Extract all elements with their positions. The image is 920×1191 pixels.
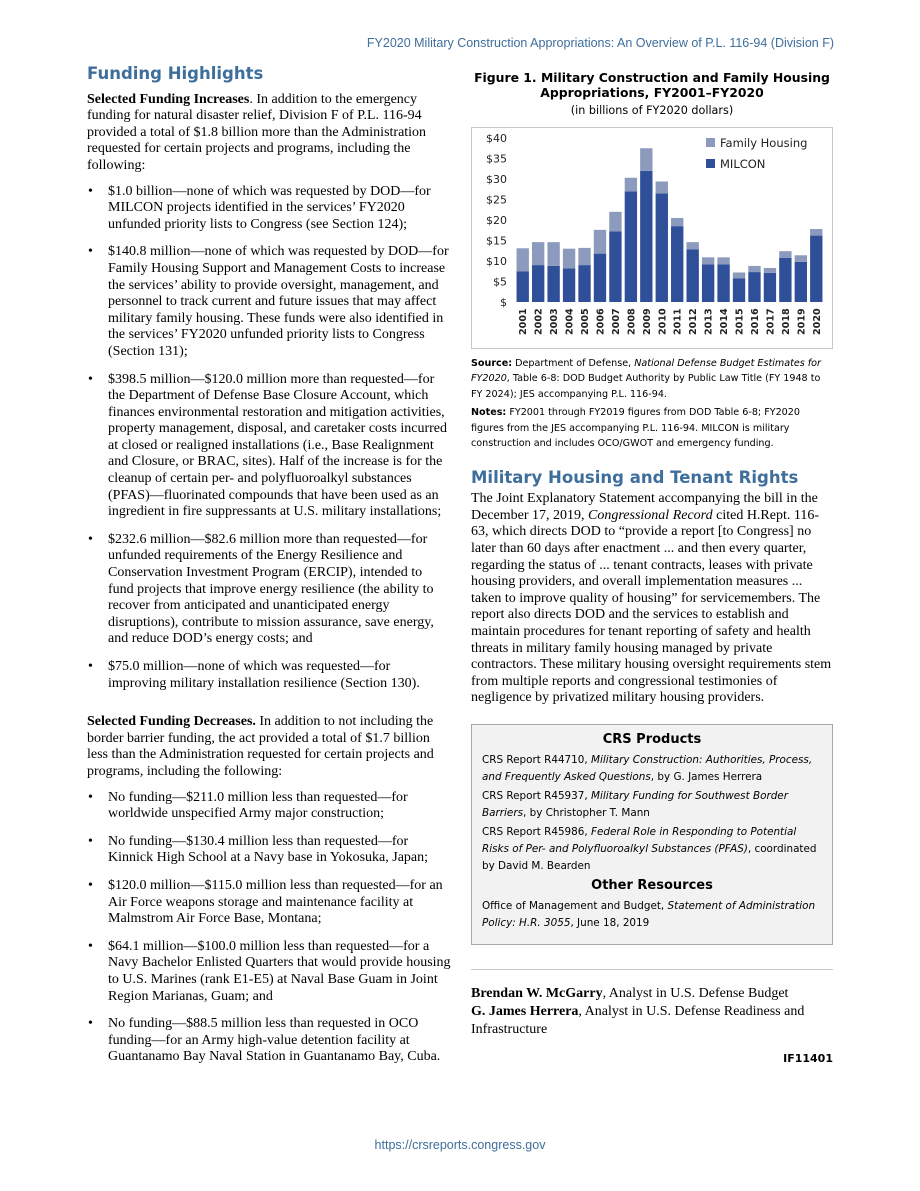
source-label: Source:: [471, 357, 513, 369]
increase-item: • $75.0 million—none of which was requested—for improving military installation resilience (Section 130).: [87, 659, 451, 692]
y-tick-label: $10: [486, 254, 507, 268]
bar-milcon: [795, 261, 807, 301]
bar-milcon: [733, 278, 745, 302]
product-item[interactable]: [482, 788, 822, 822]
figure-notes: [471, 405, 833, 452]
figure-subtitle: (in billions of FY2020 dollars): [570, 104, 734, 117]
housing-body-a: The Joint Explanatory Statement accompanying the bill in the December 17, 2019,: [471, 491, 818, 523]
product-item[interactable]: [482, 752, 822, 786]
author-role: , Analyst in U.S. Defense Budget: [602, 985, 789, 1001]
increase-item: • $232.6 million—$82.6 million more than requested—for unfunded requirements of the Energy Resilience and Conservation Investment Program (ERCIP), intended to fund projects that improve energy resilience (the ability to recover from anticipated and unanticipated energy disruptions), contribute to mission assurance, save energy, and reduce DOD’s energy costs; and: [87, 532, 451, 648]
x-tick-label: 2012: [688, 307, 700, 335]
crs-products-title: CRS Products: [602, 731, 702, 747]
bar-milcon: [609, 231, 621, 302]
x-tick-label: 2010: [657, 307, 669, 335]
footer-url[interactable]: https://crsreports.congress.gov: [374, 1138, 546, 1152]
bar-milcon: [578, 265, 590, 302]
x-tick-label: 2001: [518, 307, 530, 335]
notes-label: Notes:: [471, 407, 507, 419]
bar-milcon: [764, 272, 776, 301]
bar-family-housing: [795, 255, 807, 262]
bar-family-housing: [779, 251, 791, 258]
legend-swatch-family-housing: [706, 138, 715, 147]
bar-family-housing: [764, 268, 776, 273]
increases-intro-text: . In addition to the emergency funding for natural disaster relief, Division F of P.L. 116-94 provided a total of $1.8 billion more than the Administration requested for certain projects and programs, including the following:: [87, 91, 427, 173]
source-text-b: , Table 6-8: DOD Budget Authority by Public Law Title (FY 1948 to FY 2024); JES accompanying P.L. 116-94.: [471, 373, 821, 400]
bar-family-housing: [578, 247, 590, 264]
increase-item: • $398.5 million—$120.0 million more than requested—for the Department of Defense Base Closure Account, which finances environmental restoration and mitigation activities, property management, disposal, and caretaker costs incurred at closed or realigned installations (i.e., Base Realignment and Closure, or BRAC, sites). Half of the increase is for the cleanup of certain per- and polyfluoroalkyl substances (PFAS)—fluorinated compounds that have been used as an ingredient in fire suppressants at U.S. military installations;: [87, 372, 451, 521]
bar-milcon: [748, 272, 760, 302]
authors-block: [471, 985, 833, 1039]
y-tick-label: $35: [486, 152, 507, 166]
decreases-lead: Selected Funding Decreases.: [87, 714, 256, 730]
bar-family-housing: [547, 242, 559, 266]
decrease-item: • $64.1 million—$100.0 million less than requested—for a Navy Bachelor Enlisted Quarters that would provide housing to U.S. Marines (rank E1-E5) at Naval Base Guam in Joint Region Marianas, Guam; and: [87, 939, 451, 1005]
bar-milcon: [779, 257, 791, 301]
left-column: [87, 66, 451, 1077]
increases-lead: Selected Funding Increases: [87, 91, 250, 107]
product-suffix: , by G. James Herrera: [650, 770, 763, 783]
author-line: [471, 985, 833, 1003]
x-tick-label: 2015: [734, 307, 746, 335]
x-tick-label: 2004: [564, 307, 576, 335]
housing-heading: Military Housing and Tenant Rights: [471, 467, 799, 487]
notes-text: FY2001 through FY2019 figures from DOD Table 6-8; FY2020 figures from the JES accompanying P.L. 116-94. MILCON is military construction and includes OCO/GWOT and emergency funding.: [471, 407, 800, 450]
bar-chart: [472, 128, 834, 350]
product-suffix: , coordinated by David M. Bearden: [482, 842, 817, 872]
running-header: FY2020 Military Construction Appropriations: An Overview of P.L. 116-94 (Division F): [366, 36, 834, 50]
bar-milcon: [671, 226, 683, 302]
product-title: Federal Role in Responding to Potential Risks of Per- and Polyfluoroalkyl Substances (PFAS): [482, 825, 797, 855]
other-resource-item[interactable]: [482, 898, 822, 932]
author-line: [471, 1003, 833, 1039]
bar-milcon: [656, 193, 668, 302]
bar-family-housing: [563, 248, 575, 268]
author-role: , Analyst in U.S. Defense Readiness and Infrastructure: [471, 1003, 805, 1037]
bar-milcon: [517, 271, 529, 302]
decrease-item: • No funding—$211.0 million less than requested—for worldwide unspecified Army major construction;: [87, 790, 451, 823]
bar-family-housing: [810, 229, 822, 236]
bar-milcon: [640, 170, 652, 301]
source-text-a: Department of Defense,: [512, 357, 635, 369]
y-tick-label: $20: [486, 213, 507, 227]
bar-family-housing: [640, 148, 652, 171]
bar-milcon: [810, 235, 822, 301]
x-tick-label: 2017: [765, 307, 777, 335]
y-tick-label: $25: [486, 193, 507, 207]
bar-family-housing: [517, 248, 529, 271]
x-tick-label: 2007: [610, 307, 622, 335]
x-tick-label: 2003: [549, 307, 561, 335]
other-prefix: Office of Management and Budget,: [482, 899, 668, 912]
bar-family-housing: [532, 242, 544, 265]
figure-title-line2: Appropriations, FY2001–FY2020: [540, 85, 764, 100]
x-tick-label: 2014: [719, 307, 731, 335]
bar-family-housing: [594, 229, 606, 253]
bar-family-housing: [656, 181, 668, 193]
x-tick-label: 2002: [533, 307, 545, 335]
crs-products-box: [471, 724, 833, 945]
increases-intro: [87, 92, 451, 175]
right-column: [471, 70, 833, 1068]
other-suffix: , June 18, 2019: [570, 916, 650, 929]
increases-list: [87, 184, 451, 693]
y-tick-label: $30: [486, 172, 507, 186]
figure-title-line1: Figure 1. Military Construction and Family Housing: [474, 70, 830, 85]
product-title: Military Funding for Southwest Border Barriers: [482, 789, 788, 819]
x-tick-label: 2008: [626, 307, 638, 335]
author-name: Brendan W. McGarry: [471, 985, 603, 1001]
bar-milcon: [563, 268, 575, 302]
funding-highlights-heading: Funding Highlights: [87, 64, 264, 83]
x-tick-label: 2019: [796, 307, 808, 335]
bar-family-housing: [733, 272, 745, 278]
figure-source: [471, 356, 833, 403]
y-tick-label: $15: [486, 234, 507, 248]
y-tick-label: $40: [486, 131, 507, 145]
x-tick-label: 2013: [703, 307, 715, 335]
decreases-intro: [87, 714, 451, 780]
bar-family-housing: [625, 177, 637, 191]
bar-milcon: [594, 253, 606, 301]
decrease-item: • No funding—$88.5 million less than requested in OCO funding—for an Army high-value detention facility at Guantanamo Bay Naval Station in Guantanamo Bay, Cuba.: [87, 1016, 451, 1066]
y-tick-label: $: [500, 295, 507, 309]
product-code: IF11401: [783, 1051, 833, 1065]
decrease-item: • $120.0 million—$115.0 million less than requested—for an Air Force weapons storage and maintenance facility at Malmstrom Air Force Base, Montana;: [87, 878, 451, 928]
bar-milcon: [532, 265, 544, 302]
x-tick-label: 2020: [811, 307, 823, 335]
bar-milcon: [625, 191, 637, 302]
product-prefix: CRS Report R44710,: [482, 753, 591, 766]
y-tick-label: $5: [493, 275, 507, 289]
decreases-list: [87, 790, 451, 1066]
x-tick-label: 2016: [749, 307, 761, 335]
x-tick-label: 2018: [780, 307, 792, 335]
increase-item: • $1.0 billion—none of which was requested by DOD—for MILCON projects identified in the services’ FY2020 unfunded priority lists to Congress (see Section 124);: [87, 184, 451, 234]
bar-milcon: [547, 266, 559, 302]
product-item[interactable]: [482, 824, 822, 875]
housing-body-italic: Congressional Record: [588, 507, 713, 523]
divider: [471, 969, 833, 970]
source-text-italic: National Defense Budget Estimates for FY2020: [471, 357, 822, 385]
legend-label-milcon: MILCON: [720, 156, 766, 171]
bar-family-housing: [671, 218, 683, 226]
chart-frame: [471, 127, 833, 349]
decrease-item: • No funding—$130.4 million less than requested—for Kinnick High School at a Navy base in Yokosuka, Japan;: [87, 834, 451, 867]
legend-swatch-milcon: [706, 159, 715, 168]
figure-title: [471, 70, 833, 100]
product-prefix: CRS Report R45986,: [482, 825, 591, 838]
bar-milcon: [702, 264, 714, 302]
product-prefix: CRS Report R45937,: [482, 789, 591, 802]
decreases-intro-text: In addition to not including the border barrier funding, the act provided a total of $1.7 billion less than the Administration requested for certain projects and programs, including the following:: [87, 714, 434, 779]
other-title: Statement of Administration Policy: H.R. 3055: [482, 899, 816, 929]
increase-item: • $140.8 million—none of which was requested by DOD—for Family Housing Support and Management Costs to increase the services’ ability to provide oversight, management, and personnel to track current and future issues that may affect military family housing. These funds were also identified in the services’ FY2020 unfunded priority lists to Congress (Section 131);: [87, 244, 451, 360]
bar-family-housing: [686, 242, 698, 249]
bar-family-housing: [609, 211, 621, 231]
x-tick-label: 2009: [641, 307, 653, 335]
bar-family-housing: [748, 266, 760, 272]
legend-label-family-housing: Family Housing: [720, 135, 808, 150]
x-tick-label: 2011: [672, 307, 684, 335]
housing-body: [471, 491, 833, 707]
x-tick-label: 2005: [580, 307, 592, 335]
bar-family-housing: [702, 257, 714, 264]
other-resources-title: Other Resources: [591, 877, 713, 893]
product-suffix: , by Christopher T. Mann: [523, 806, 650, 819]
bar-family-housing: [717, 257, 729, 264]
x-tick-label: 2006: [595, 307, 607, 335]
bar-milcon: [686, 249, 698, 301]
bar-milcon: [717, 264, 729, 302]
housing-body-b: cited H.Rept. 116-63, which directs DOD to “provide a report [to Congress] no later than 60 days after enactment ... and then every quarter, regarding the status of ... tenant contracts, leases with private housing providers, and overall implementation measures ... taken to improve quality of housing” for servicemembers. The report also directs DOD and the services to establish and maintain procedures for tenant reporting of safety and health threats in military family housing managed by private contractors. These military housing oversight requirements stem from multiple reports and congressional testimonies of negligence by privatized military housing providers.: [471, 507, 832, 706]
author-name: G. James Herrera: [471, 1003, 579, 1019]
product-title: Military Construction: Authorities, Process, and Frequently Asked Questions: [482, 753, 813, 783]
